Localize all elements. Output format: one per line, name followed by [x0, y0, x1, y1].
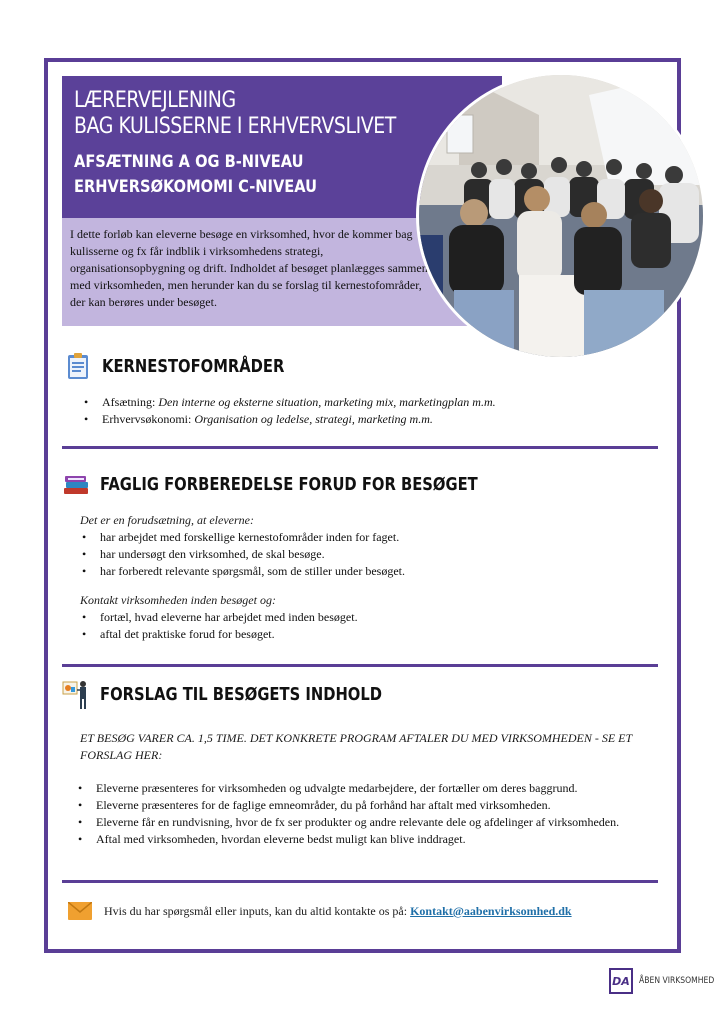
list-item: • Eleverne præsenteres for de faglige emneområder, du på forhånd har aftalt med virksomheden. [74, 797, 644, 814]
list-item: • Erhvervsøkonomi: Organisation og ledelse, strategi, marketing m.m. [80, 411, 660, 428]
list-item: • fortæl, hvad eleverne har arbejdet med inden besøget. [78, 609, 660, 626]
intro-text: I dette forløb kan eleverne besøge en virksomhed, hvor de kommer bag kulisserne og fx får indblik i virksomhedens strategi, organisationsopbygning og drift. Indholdet af besøget planlægges sammen med virksomheden, men herunder kan du se forslag til kernestofområder, der kan berøres under besøget. [70, 227, 428, 309]
students-photo [416, 72, 706, 360]
forberedelse-list-1 [78, 529, 660, 580]
forberedelse-content [80, 512, 660, 643]
clipboard-icon [64, 352, 92, 380]
subtitle-line-2: ERHVERSØKOMOMI C-NIVEAU [74, 177, 318, 197]
indhold-list [74, 780, 644, 848]
envelope-icon [68, 902, 92, 920]
presenter-icon [62, 678, 90, 710]
list-item: • Afsætning: Den interne og eksterne situation, marketing mix, marketingplan m.m. [80, 394, 660, 411]
list-item: • har forberedt relevante spørgsmål, som de stiller under besøget. [78, 563, 660, 580]
kernestof-heading [64, 352, 324, 380]
page-subtitle [74, 150, 317, 200]
indhold-heading-text: FORSLAG TIL BESØGETS INDHOLD [100, 683, 383, 705]
section-divider [62, 664, 658, 667]
kernestof-heading-text: KERNESTOFOMRÅDER [102, 355, 285, 377]
books-icon [62, 470, 90, 498]
contact-line [68, 902, 572, 920]
list-item: • Aftal med virksomheden, hvordan eleverne bedst muligt kan blive inddraget. [74, 831, 644, 848]
indhold-intro: ET BESØG VARER CA. 1,5 TIME. DET KONKRETE PROGRAM AFTALER DU MED VIRKSOMHEDEN - SE ET FORSLAG HER: [80, 731, 632, 762]
list-item: • Eleverne præsenteres for virksomheden og udvalgte medarbejdere, der fortæller om deres baggrund. [74, 780, 644, 797]
section-divider [62, 880, 658, 883]
section-divider [62, 446, 658, 449]
contact-email-link[interactable]: Kontakt@aabenvirksomhed.dk [410, 903, 572, 918]
page-title [74, 88, 396, 140]
forberedelse-lead-1: Det er en forudsætning, at eleverne: [80, 513, 254, 527]
subtitle-line-1: AFSÆTNING A OG B-NIVEAU [74, 152, 304, 172]
indhold-heading [62, 678, 444, 710]
list-item: • aftal det praktiske forud for besøget. [78, 626, 660, 643]
forberedelse-list-2 [78, 609, 660, 643]
logo-mark: DA [609, 968, 633, 994]
students-photo-illustration [419, 75, 706, 360]
list-item: • Eleverne får en rundvisning, hvor de fx ser produkter og andre relevante dele og afdelinger af virksomheden. [74, 814, 644, 831]
title-line-1: LÆRERVEJLENING [74, 88, 236, 113]
list-item: • har arbejdet med forskellige kernestofområder inden for faget. [78, 529, 660, 546]
brand-logo [609, 968, 724, 994]
forberedelse-lead-2: Kontakt virksomheden inden besøget og: [80, 593, 276, 607]
forberedelse-heading-text: FAGLIG FORBEREDELSE FORUD FOR BESØGET [100, 473, 478, 495]
forberedelse-heading [62, 470, 561, 498]
title-line-2: BAG KULISSERNE I ERHVERVSLIVET [74, 114, 396, 139]
logo-name: ÅBEN VIRKSOMHED [639, 976, 715, 986]
kernestof-list [80, 394, 660, 428]
contact-text: Hvis du har spørgsmål eller inputs, kan du altid kontakte os på: [104, 903, 411, 918]
list-item: • har undersøgt den virksomhed, de skal besøge. [78, 546, 660, 563]
